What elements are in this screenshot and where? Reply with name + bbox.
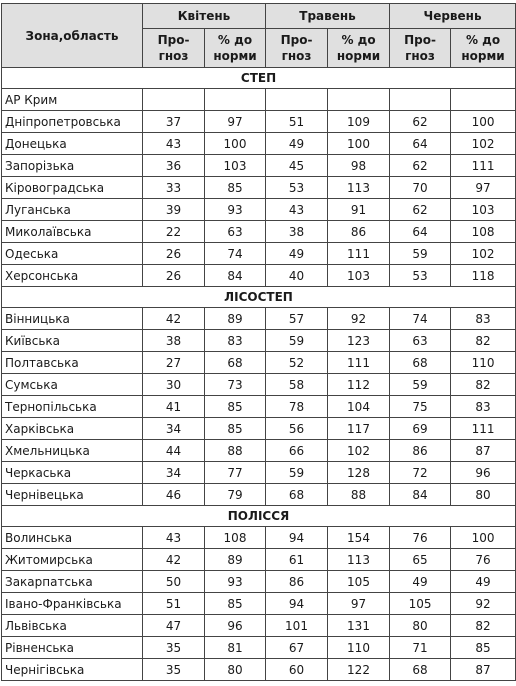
norm-percent-cell: 85	[451, 637, 516, 659]
norm-percent-cell: 81	[205, 637, 266, 659]
region-name-cell: Миколаївська	[2, 221, 143, 243]
norm-percent-cell: 102	[328, 440, 390, 462]
table-row	[2, 308, 516, 330]
region-name-cell: Сумська	[2, 374, 143, 396]
forecast-cell: 62	[390, 199, 451, 221]
forecast-cell: 33	[143, 177, 205, 199]
forecast-cell: 64	[390, 221, 451, 243]
forecast-cell: 22	[143, 221, 205, 243]
norm-percent-cell: 84	[205, 265, 266, 287]
table-row	[2, 659, 516, 681]
norm-percent-cell: 108	[205, 527, 266, 549]
forecast-cell: 84	[390, 484, 451, 506]
forecast-cell: 61	[266, 549, 328, 571]
norm-percent-cell: 97	[205, 111, 266, 133]
norm-percent-cell: 63	[205, 221, 266, 243]
forecast-cell: 94	[266, 527, 328, 549]
month-header-june: Червень	[390, 4, 516, 29]
zone-column-header: Зона,область	[2, 4, 143, 68]
table-row	[2, 527, 516, 549]
norm-percent-cell: 110	[328, 637, 390, 659]
forecast-cell: 86	[266, 571, 328, 593]
region-name-cell: Полтавська	[2, 352, 143, 374]
table-body	[2, 68, 516, 681]
region-name-cell: Дніпропетровська	[2, 111, 143, 133]
table-row	[2, 352, 516, 374]
forecast-cell: 66	[266, 440, 328, 462]
forecast-cell: 37	[143, 111, 205, 133]
region-name-cell: Донецька	[2, 133, 143, 155]
table-row	[2, 571, 516, 593]
region-name-cell: Вінницька	[2, 308, 143, 330]
forecast-cell: 38	[143, 330, 205, 352]
norm-percent-cell: 82	[451, 374, 516, 396]
forecast-cell: 68	[390, 352, 451, 374]
region-name-cell: Волинська	[2, 527, 143, 549]
forecast-cell: 71	[390, 637, 451, 659]
forecast-cell	[143, 89, 205, 111]
norm-percent-cell: 100	[451, 527, 516, 549]
norm-percent-cell: 93	[205, 571, 266, 593]
norm-percent-cell: 80	[451, 484, 516, 506]
norm-percent-cell: 88	[205, 440, 266, 462]
forecast-cell: 53	[390, 265, 451, 287]
forecast-cell: 43	[266, 199, 328, 221]
forecast-cell: 47	[143, 615, 205, 637]
norm-percent-cell	[451, 89, 516, 111]
forecast-cell: 26	[143, 243, 205, 265]
table-row	[2, 615, 516, 637]
norm-percent-cell: 91	[328, 199, 390, 221]
norm-percent-cell: 68	[205, 352, 266, 374]
norm-percent-cell: 93	[205, 199, 266, 221]
norm-percent-cell: 100	[205, 133, 266, 155]
norm-percent-cell: 85	[205, 177, 266, 199]
norm-percent-cell: 105	[328, 571, 390, 593]
forecast-cell: 101	[266, 615, 328, 637]
norm-percent-cell: 154	[328, 527, 390, 549]
norm-percent-cell: 85	[205, 396, 266, 418]
forecast-cell: 53	[266, 177, 328, 199]
norm-percent-cell: 103	[451, 199, 516, 221]
norm-percent-cell: 97	[451, 177, 516, 199]
norm-percent-cell: 88	[328, 484, 390, 506]
forecast-cell: 41	[143, 396, 205, 418]
table-row	[2, 133, 516, 155]
norm-percent-cell: 96	[451, 462, 516, 484]
forecast-cell: 38	[266, 221, 328, 243]
forecast-cell: 57	[266, 308, 328, 330]
norm-percent-cell: 49	[451, 571, 516, 593]
forecast-cell: 78	[266, 396, 328, 418]
forecast-table	[1, 3, 516, 681]
region-name-cell: Кіровоградська	[2, 177, 143, 199]
norm-percent-cell: 100	[328, 133, 390, 155]
forecast-cell: 58	[266, 374, 328, 396]
forecast-cell: 59	[390, 243, 451, 265]
norm-percent-cell: 85	[205, 418, 266, 440]
norm-percent-cell: 109	[328, 111, 390, 133]
forecast-cell: 49	[390, 571, 451, 593]
forecast-cell: 49	[266, 243, 328, 265]
forecast-cell: 42	[143, 549, 205, 571]
table-row	[2, 484, 516, 506]
norm-percent-cell: 83	[451, 396, 516, 418]
region-name-cell: Запорізька	[2, 155, 143, 177]
forecast-cell: 64	[390, 133, 451, 155]
forecast-cell: 105	[390, 593, 451, 615]
section-title: ПОЛІССЯ	[2, 506, 516, 527]
table-row	[2, 330, 516, 352]
forecast-cell: 76	[390, 527, 451, 549]
norm-percent-cell: 76	[451, 549, 516, 571]
forecast-cell: 52	[266, 352, 328, 374]
norm-percent-cell: 92	[328, 308, 390, 330]
table-row	[2, 221, 516, 243]
norm-percent-cell: 73	[205, 374, 266, 396]
forecast-cell: 62	[390, 155, 451, 177]
table-row	[2, 89, 516, 111]
region-name-cell: Харківська	[2, 418, 143, 440]
forecast-cell: 27	[143, 352, 205, 374]
forecast-cell: 34	[143, 418, 205, 440]
region-name-cell: Хмельницька	[2, 440, 143, 462]
forecast-cell: 80	[390, 615, 451, 637]
forecast-cell: 35	[143, 637, 205, 659]
norm-percent-cell: 103	[205, 155, 266, 177]
norm-percent-cell: 111	[328, 243, 390, 265]
norm-percent-cell: 111	[328, 352, 390, 374]
norm-percent-cell: 82	[451, 615, 516, 637]
norm-subheader: % до норми	[205, 29, 266, 68]
norm-percent-cell: 83	[451, 308, 516, 330]
norm-percent-cell: 96	[205, 615, 266, 637]
forecast-cell: 43	[143, 133, 205, 155]
forecast-cell: 40	[266, 265, 328, 287]
section-header-row	[2, 68, 516, 89]
forecast-cell: 42	[143, 308, 205, 330]
norm-subheader: % до норми	[328, 29, 390, 68]
month-header-may: Травень	[266, 4, 390, 29]
norm-percent-cell: 111	[451, 418, 516, 440]
table-row	[2, 637, 516, 659]
norm-percent-cell: 112	[328, 374, 390, 396]
table-row	[2, 593, 516, 615]
forecast-cell: 69	[390, 418, 451, 440]
forecast-cell: 46	[143, 484, 205, 506]
table-row	[2, 155, 516, 177]
norm-percent-cell: 77	[205, 462, 266, 484]
region-name-cell: Луганська	[2, 199, 143, 221]
forecast-cell: 30	[143, 374, 205, 396]
forecast-cell: 62	[390, 111, 451, 133]
norm-percent-cell: 131	[328, 615, 390, 637]
forecast-cell: 43	[143, 527, 205, 549]
norm-percent-cell: 104	[328, 396, 390, 418]
region-name-cell: Івано-Франківська	[2, 593, 143, 615]
table-row	[2, 374, 516, 396]
norm-percent-cell: 98	[328, 155, 390, 177]
norm-percent-cell: 87	[451, 440, 516, 462]
norm-percent-cell: 97	[328, 593, 390, 615]
forecast-cell: 65	[390, 549, 451, 571]
region-name-cell: Херсонська	[2, 265, 143, 287]
forecast-cell: 86	[390, 440, 451, 462]
table-row	[2, 549, 516, 571]
section-title: СТЕП	[2, 68, 516, 89]
forecast-cell: 45	[266, 155, 328, 177]
forecast-subheader: Про- гноз	[143, 29, 205, 68]
section-title: ЛІСОСТЕП	[2, 287, 516, 308]
region-name-cell: АР Крим	[2, 89, 143, 111]
table-row	[2, 440, 516, 462]
region-name-cell: Чернігівська	[2, 659, 143, 681]
forecast-cell: 75	[390, 396, 451, 418]
norm-percent-cell: 86	[328, 221, 390, 243]
norm-percent-cell: 80	[205, 659, 266, 681]
forecast-cell: 70	[390, 177, 451, 199]
table-row	[2, 111, 516, 133]
forecast-cell: 94	[266, 593, 328, 615]
forecast-cell: 68	[266, 484, 328, 506]
norm-percent-cell: 89	[205, 308, 266, 330]
forecast-cell: 60	[266, 659, 328, 681]
norm-subheader: % до норми	[451, 29, 516, 68]
forecast-cell: 26	[143, 265, 205, 287]
table-row	[2, 177, 516, 199]
region-name-cell: Житомирська	[2, 549, 143, 571]
forecast-cell: 51	[143, 593, 205, 615]
forecast-cell	[266, 89, 328, 111]
forecast-cell: 44	[143, 440, 205, 462]
norm-percent-cell: 111	[451, 155, 516, 177]
forecast-cell: 39	[143, 199, 205, 221]
norm-percent-cell: 87	[451, 659, 516, 681]
forecast-cell: 59	[390, 374, 451, 396]
region-name-cell: Чернівецька	[2, 484, 143, 506]
region-name-cell: Черкаська	[2, 462, 143, 484]
forecast-cell: 36	[143, 155, 205, 177]
norm-percent-cell: 122	[328, 659, 390, 681]
norm-percent-cell: 83	[205, 330, 266, 352]
norm-percent-cell: 118	[451, 265, 516, 287]
region-name-cell: Закарпатська	[2, 571, 143, 593]
forecast-cell: 56	[266, 418, 328, 440]
region-name-cell: Рівненська	[2, 637, 143, 659]
norm-percent-cell: 100	[451, 111, 516, 133]
norm-percent-cell: 110	[451, 352, 516, 374]
table-row	[2, 265, 516, 287]
forecast-cell: 72	[390, 462, 451, 484]
norm-percent-cell	[328, 89, 390, 111]
forecast-table-container	[1, 3, 516, 681]
forecast-subheader: Про- гноз	[266, 29, 328, 68]
forecast-cell: 49	[266, 133, 328, 155]
forecast-cell: 59	[266, 462, 328, 484]
norm-percent-cell: 82	[451, 330, 516, 352]
forecast-cell: 59	[266, 330, 328, 352]
forecast-cell: 34	[143, 462, 205, 484]
forecast-cell: 35	[143, 659, 205, 681]
norm-percent-cell	[205, 89, 266, 111]
region-name-cell: Тернопільська	[2, 396, 143, 418]
region-name-cell: Львівська	[2, 615, 143, 637]
table-row	[2, 462, 516, 484]
region-name-cell: Київська	[2, 330, 143, 352]
norm-percent-cell: 123	[328, 330, 390, 352]
norm-percent-cell: 102	[451, 243, 516, 265]
table-header	[2, 4, 516, 68]
norm-percent-cell: 74	[205, 243, 266, 265]
table-row	[2, 418, 516, 440]
forecast-cell: 74	[390, 308, 451, 330]
norm-percent-cell: 79	[205, 484, 266, 506]
norm-percent-cell: 113	[328, 549, 390, 571]
forecast-cell: 63	[390, 330, 451, 352]
region-name-cell: Одеська	[2, 243, 143, 265]
norm-percent-cell: 92	[451, 593, 516, 615]
forecast-cell: 51	[266, 111, 328, 133]
table-row	[2, 243, 516, 265]
norm-percent-cell: 85	[205, 593, 266, 615]
forecast-cell: 68	[390, 659, 451, 681]
month-header-april: Квітень	[143, 4, 266, 29]
table-row	[2, 199, 516, 221]
forecast-cell	[390, 89, 451, 111]
forecast-cell: 50	[143, 571, 205, 593]
section-header-row	[2, 287, 516, 308]
norm-percent-cell: 108	[451, 221, 516, 243]
norm-percent-cell: 113	[328, 177, 390, 199]
norm-percent-cell: 89	[205, 549, 266, 571]
norm-percent-cell: 103	[328, 265, 390, 287]
forecast-subheader: Про- гноз	[390, 29, 451, 68]
norm-percent-cell: 128	[328, 462, 390, 484]
section-header-row	[2, 506, 516, 527]
norm-percent-cell: 117	[328, 418, 390, 440]
forecast-cell: 67	[266, 637, 328, 659]
norm-percent-cell: 102	[451, 133, 516, 155]
table-row	[2, 396, 516, 418]
